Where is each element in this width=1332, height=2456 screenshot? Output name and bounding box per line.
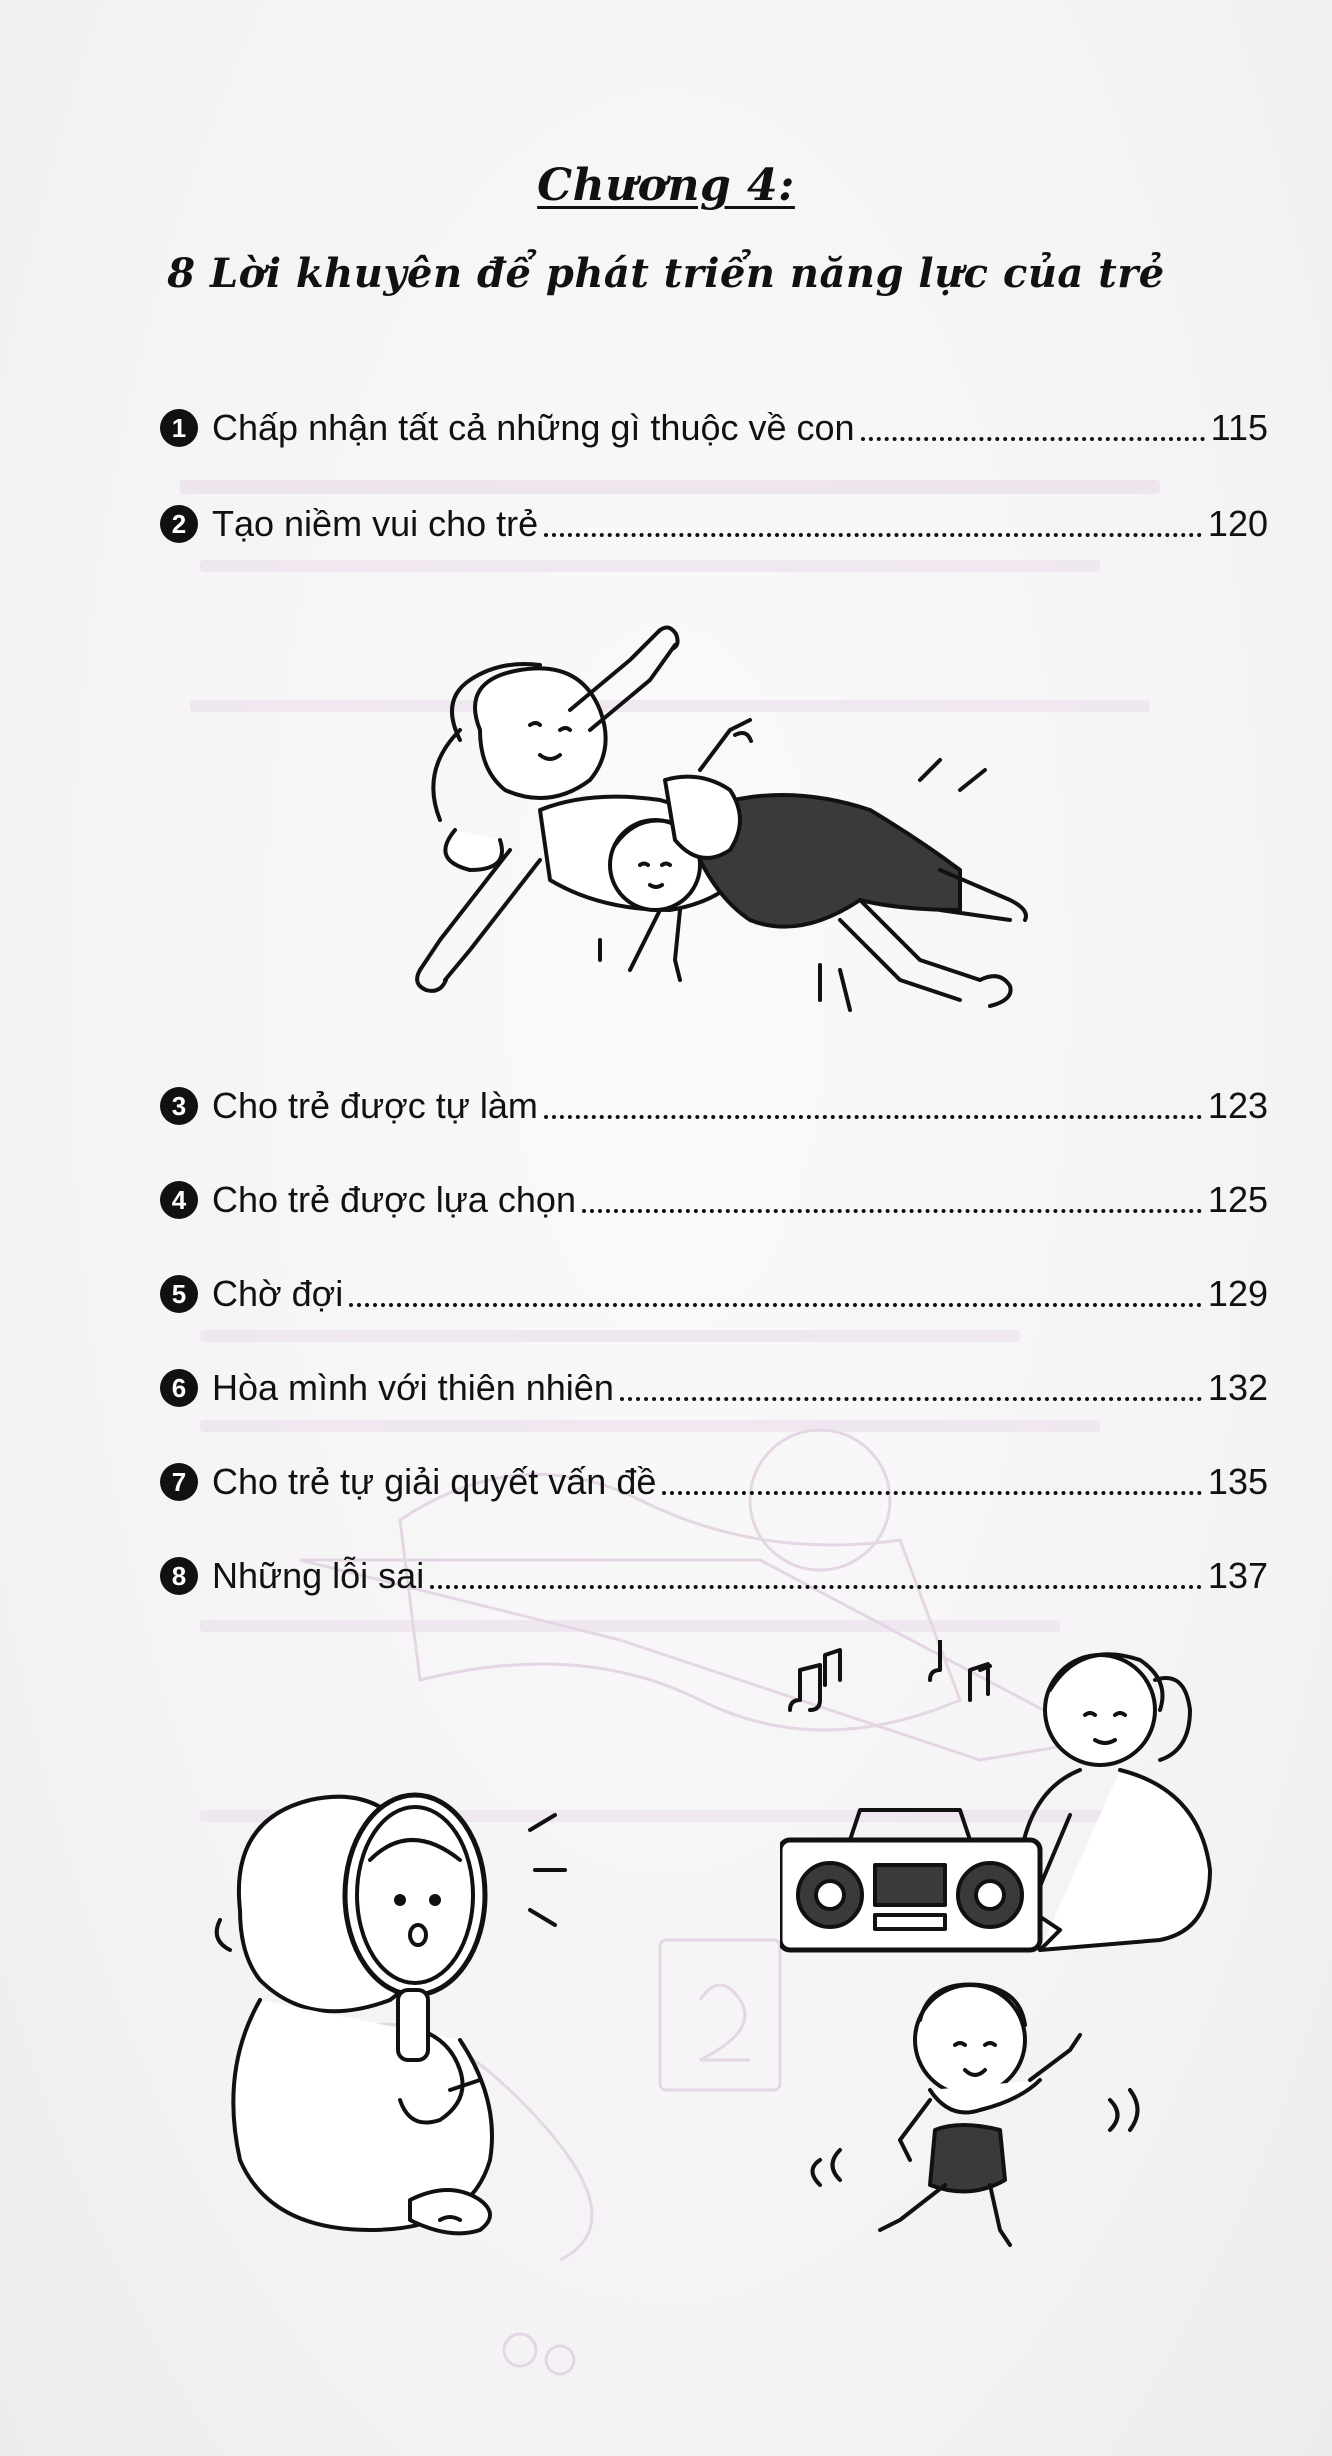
toc-page-number: 120 <box>1207 503 1268 544</box>
toc-entry[interactable] <box>160 394 1268 450</box>
toc-label: Cho trẻ được lựa chọn <box>212 1179 576 1220</box>
toc-entry[interactable] <box>160 1448 1268 1504</box>
toc-number-badge: 1 <box>160 409 198 447</box>
toc-number-badge: 6 <box>160 1369 198 1407</box>
toc-leader-dots <box>349 1303 1202 1307</box>
toc-entry[interactable] <box>160 1072 1268 1128</box>
toc-label: Cho trẻ tự giải quyết vấn đề <box>212 1461 657 1502</box>
toc-page-number: 137 <box>1207 1555 1268 1596</box>
chapter-subtitle: 8 Lời khuyên để phát triển năng lực của trẻ <box>167 250 1165 297</box>
toc-label: Cho trẻ được tự làm <box>212 1085 538 1126</box>
toc-leader-dots <box>544 1115 1202 1119</box>
mother-radio-child-dancing-illustration <box>780 1640 1240 2260</box>
toc-number-badge: 8 <box>160 1557 198 1595</box>
toc-number-badge: 3 <box>160 1087 198 1125</box>
toc-number-badge: 4 <box>160 1181 198 1219</box>
toc-entry[interactable] <box>160 1166 1268 1222</box>
toc-leader-dots <box>430 1585 1202 1589</box>
toc-entry[interactable] <box>160 1542 1268 1598</box>
toc-label: Hòa mình với thiên nhiên <box>212 1367 614 1408</box>
toc-number-badge: 7 <box>160 1463 198 1501</box>
toc-leader-dots <box>544 533 1202 537</box>
toc-page-number: 129 <box>1207 1273 1268 1314</box>
toc-number-badge: 2 <box>160 505 198 543</box>
toc-label: Những lỗi sai <box>212 1555 425 1596</box>
toc-page-number: 125 <box>1207 1179 1268 1220</box>
baby-with-mirror-illustration <box>210 1740 610 2260</box>
chapter-title: Chương 4: <box>537 160 795 211</box>
toc-label: Chấp nhận tất cả những gì thuộc về con <box>212 407 855 448</box>
toc-page-number: 115 <box>1210 407 1268 448</box>
toc-page-number: 135 <box>1207 1461 1268 1502</box>
toc-entry[interactable] <box>160 1354 1268 1410</box>
toc-leader-dots <box>861 437 1205 441</box>
toc-leader-dots <box>582 1209 1202 1213</box>
toc-page-number: 132 <box>1207 1367 1268 1408</box>
toc-page-number: 123 <box>1207 1085 1268 1126</box>
mother-lying-with-baby-illustration <box>400 620 1060 1020</box>
toc-entry[interactable] <box>160 490 1268 546</box>
toc-leader-dots <box>662 1491 1202 1495</box>
toc-label: Chờ đợi <box>212 1273 344 1314</box>
toc-entry[interactable] <box>160 1260 1268 1316</box>
toc-number-badge: 5 <box>160 1275 198 1313</box>
toc-label: Tạo niềm vui cho trẻ <box>212 503 539 544</box>
toc-leader-dots <box>620 1397 1202 1401</box>
